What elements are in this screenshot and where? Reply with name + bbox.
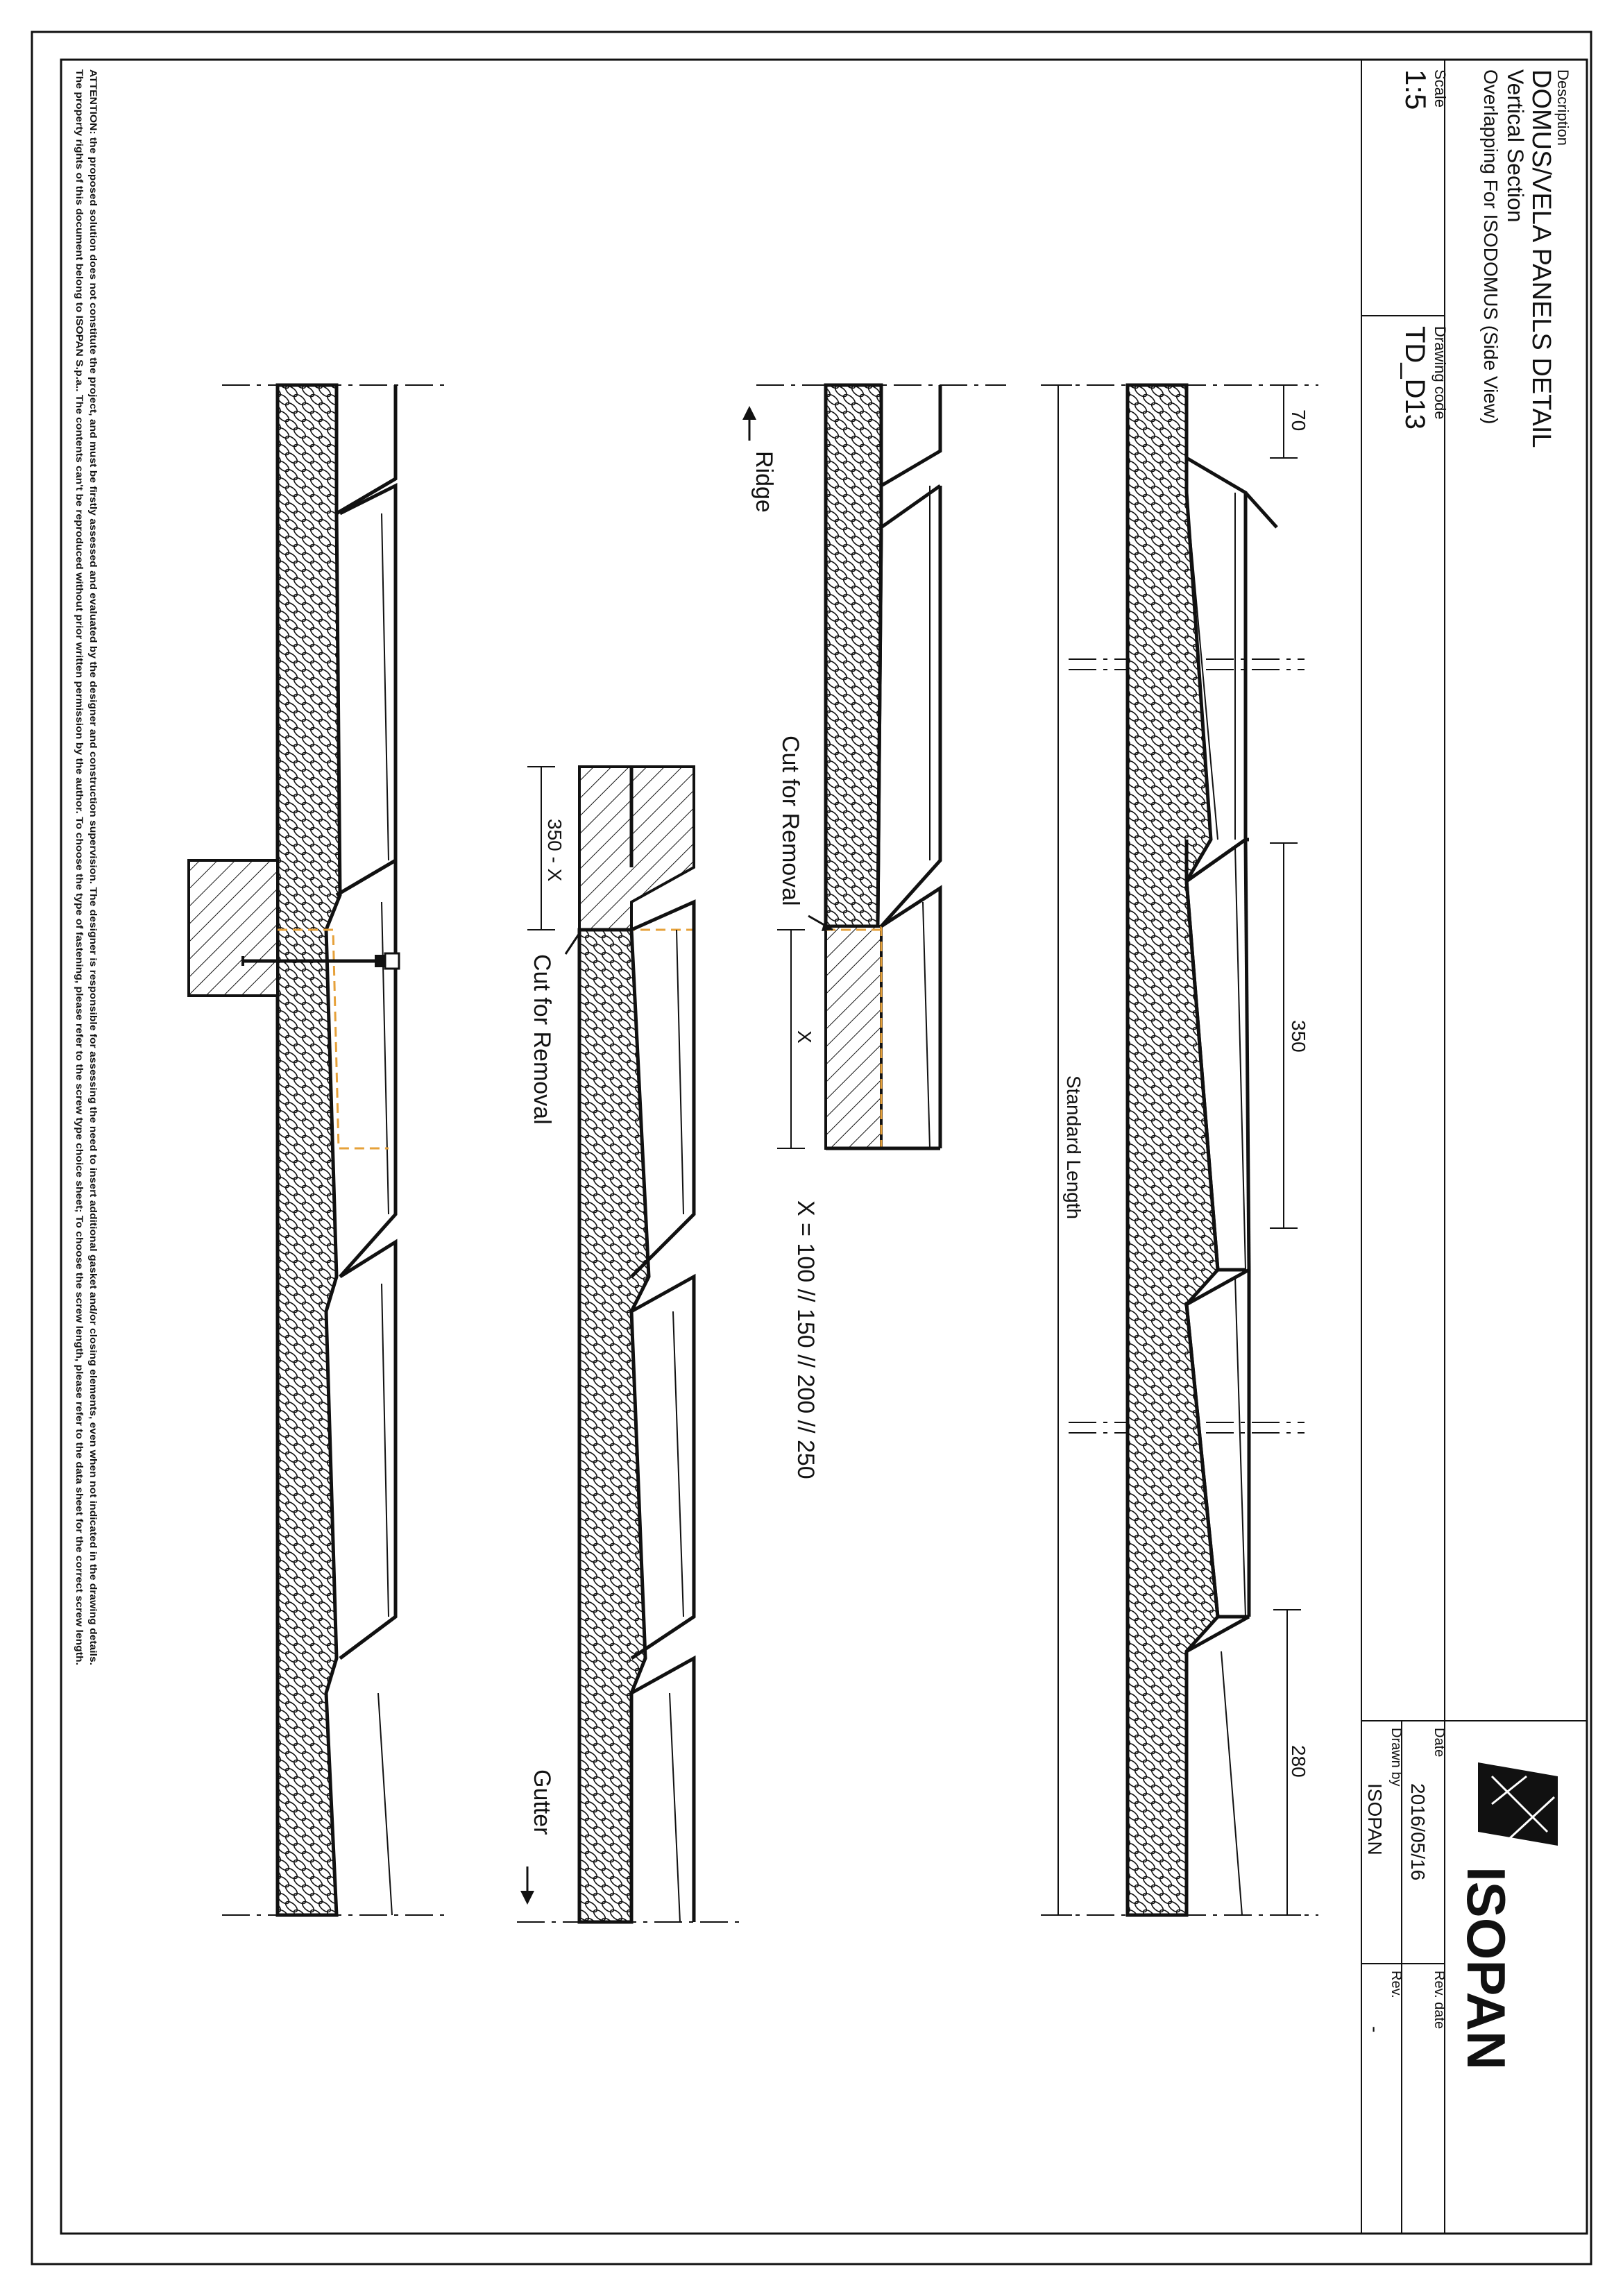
drawing-title: DOMUS/VELA PANELS DETAIL — [1527, 69, 1556, 448]
outer-border — [32, 32, 1591, 2264]
gutter-arrow-icon — [520, 1866, 534, 1905]
gutter-label: Gutter — [529, 1769, 555, 1835]
scale-label: Scale — [1431, 69, 1449, 108]
notes-block — [74, 69, 99, 1665]
isopan-logo — [1456, 1762, 1558, 2070]
dim-x: X — [794, 1030, 815, 1044]
dim-350: 350 — [1288, 1020, 1309, 1053]
rev-date-label: Rev. date — [1431, 1971, 1447, 2030]
scale-value: 1:5 — [1400, 69, 1432, 110]
ridge-label: Ridge — [751, 451, 777, 513]
rev-label: Rev. — [1388, 1971, 1404, 1998]
dim-70: 70 — [1288, 409, 1309, 432]
cut-for-removal-label-2: Cut for Removal — [529, 954, 555, 1125]
drawing-code-label: Drawing code — [1431, 326, 1449, 420]
rev-value: - — [1364, 2026, 1386, 2033]
dim-350-minus-x: 350 - X — [544, 819, 566, 882]
title-block — [1361, 60, 1587, 2234]
section-cut-detail — [742, 385, 1006, 1479]
section-standard — [1041, 385, 1318, 1915]
logo-text: ISOPAN — [1456, 1866, 1517, 2070]
drawing-subtitle-1: Vertical Section — [1503, 69, 1528, 223]
section-overlap-result — [517, 767, 742, 1922]
date-value: 2016/05/16 — [1407, 1783, 1429, 1881]
x-values-label: X = 100 // 150 // 200 // 250 — [792, 1200, 819, 1479]
drawing-subtitle-2: Overlapping For ISODOMUS (Side View) — [1480, 69, 1502, 425]
ridge-arrow-icon — [742, 406, 756, 441]
date-label: Date — [1431, 1728, 1447, 1758]
attention-note: ATTENTION: the proposed solution does not constitute the project, and must be firstly assessed and evaluated by the designer and construction supervision. The designer is responsible for assessing the need to insert additional gasket and/or closing elements, even when not indicated in the drawing details. — [88, 69, 99, 1498]
dim-280: 280 — [1288, 1745, 1309, 1778]
description-label: Description — [1554, 69, 1572, 146]
drawn-by-value: ISOPAN — [1364, 1783, 1386, 1855]
cut-for-removal-label-1: Cut for Removal — [777, 735, 804, 906]
property-note: The property rights of this document belong to ISOPAN S.p.a.. The contents can't be reproduced without prior written permission by the author. To choose the type of fastening, please refer to the screw type choice sheet; To choose the screw length, please refer to the data sheet for the correct screw length. — [74, 69, 85, 1490]
section-installed — [189, 385, 444, 1915]
drawing-code-value: TD_D13 — [1400, 326, 1430, 430]
dim-standard-length: Standard Length — [1063, 1075, 1085, 1220]
drawn-by-label: Drawn by — [1388, 1728, 1404, 1787]
